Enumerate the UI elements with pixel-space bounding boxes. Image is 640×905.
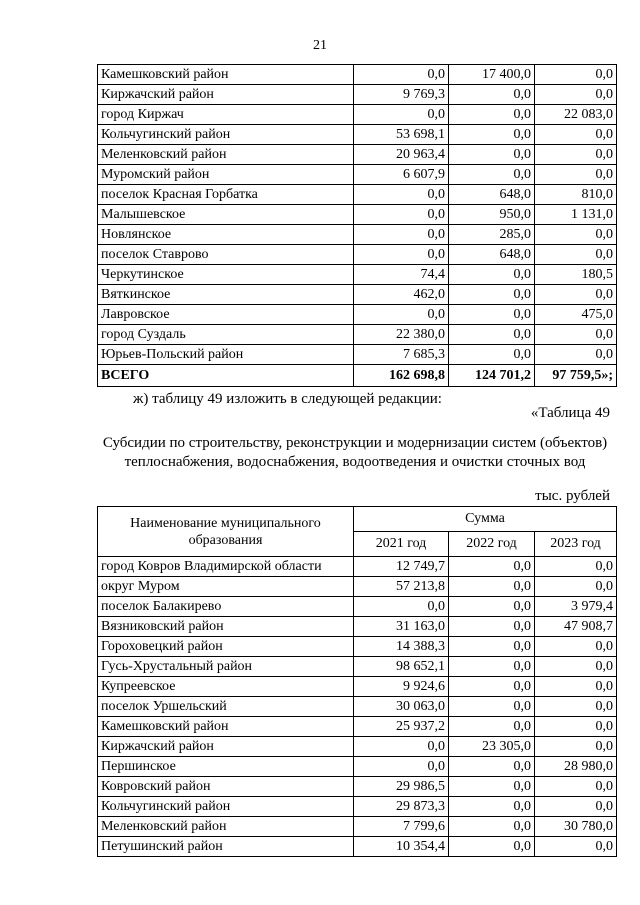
amount-cell: 0,0 (535, 797, 617, 817)
table-row (98, 105, 617, 125)
amount-cell: 285,0 (449, 225, 535, 245)
municipality-cell: Малышевское (98, 205, 354, 225)
table-row (98, 557, 617, 577)
amount-cell: 0,0 (449, 265, 535, 285)
table-row (98, 345, 617, 365)
amount-cell: 74,4 (354, 265, 449, 285)
amount-cell: 0,0 (535, 657, 617, 677)
table-row (98, 145, 617, 165)
amount-cell: 0,0 (535, 737, 617, 757)
amount-cell: 0,0 (535, 637, 617, 657)
table-row (98, 325, 617, 345)
amount-cell: 0,0 (449, 617, 535, 637)
amount-cell: 98 652,1 (354, 657, 449, 677)
table-row (98, 225, 617, 245)
table-row (98, 245, 617, 265)
amount-cell: 0,0 (354, 65, 449, 85)
table1-body (98, 65, 617, 387)
municipality-cell: Новлянское (98, 225, 354, 245)
units-label: тыс. рублей (535, 488, 610, 504)
table-row (98, 125, 617, 145)
amendment-instruction: ж) таблицу 49 изложить в следующей редакции: (133, 391, 442, 407)
amount-cell: 0,0 (449, 837, 535, 857)
municipality-cell: Петушинский район (98, 837, 354, 857)
amount-cell: 0,0 (354, 737, 449, 757)
amount-cell: 0,0 (535, 697, 617, 717)
table-row (98, 797, 617, 817)
amount-cell: 23 305,0 (449, 737, 535, 757)
header-year-2022: 2022 год (449, 532, 535, 557)
amount-cell: 0,0 (449, 677, 535, 697)
amount-cell: 0,0 (354, 757, 449, 777)
amount-cell: 0,0 (535, 285, 617, 305)
amount-cell: 0,0 (535, 325, 617, 345)
municipality-cell: округ Муром (98, 577, 354, 597)
amount-cell: 0,0 (449, 777, 535, 797)
municipality-cell: поселок Балакирево (98, 597, 354, 617)
amount-cell: 0,0 (535, 557, 617, 577)
amount-cell: 9 769,3 (354, 85, 449, 105)
amount-cell: 0,0 (354, 205, 449, 225)
amount-cell: 0,0 (354, 305, 449, 325)
table-row (98, 85, 617, 105)
table-row (98, 717, 617, 737)
table-row (98, 265, 617, 285)
municipality-cell: город Суздаль (98, 325, 354, 345)
amount-cell: 648,0 (449, 245, 535, 265)
table-row (98, 577, 617, 597)
amount-cell: 22 083,0 (535, 105, 617, 125)
amount-cell: 0,0 (449, 757, 535, 777)
table-caption-line-2: теплоснабжения, водоснабжения, водоотведения и очистки сточных вод (124, 454, 586, 470)
amount-cell: 0,0 (535, 837, 617, 857)
municipality-cell: Першинское (98, 757, 354, 777)
amount-cell: 47 908,7 (535, 617, 617, 637)
amount-cell: 0,0 (535, 145, 617, 165)
header-year-2023: 2023 год (535, 532, 617, 557)
header-municipality: Наименование муниципального образования (98, 507, 354, 557)
table-number: «Таблица 49 (530, 405, 610, 421)
municipality-cell: Ковровский район (98, 777, 354, 797)
table-row (98, 65, 617, 85)
table-row (98, 837, 617, 857)
amount-cell: 9 924,6 (354, 677, 449, 697)
amount-cell: 0,0 (449, 285, 535, 305)
table-row (98, 677, 617, 697)
municipality-cell: Меленковский район (98, 817, 354, 837)
municipality-cell: Лавровское (98, 305, 354, 325)
amount-cell: 53 698,1 (354, 125, 449, 145)
amount-cell: 6 607,9 (354, 165, 449, 185)
amount-cell: 0,0 (449, 125, 535, 145)
amount-cell: 0,0 (449, 325, 535, 345)
amount-cell: 0,0 (449, 145, 535, 165)
table-row (98, 597, 617, 617)
table-row (98, 305, 617, 325)
amount-cell: 7 685,3 (354, 345, 449, 365)
amount-cell: 0,0 (535, 245, 617, 265)
table-caption-line-1: Субсидии по строительству, реконструкции и модернизации систем (объектов) (102, 435, 608, 451)
subsidy-table-49 (97, 506, 617, 857)
amount-cell: 0,0 (449, 305, 535, 325)
amount-cell: 0,0 (354, 245, 449, 265)
amount-cell: 0,0 (354, 185, 449, 205)
amount-cell: 0,0 (449, 697, 535, 717)
table-row (98, 817, 617, 837)
amount-cell: 475,0 (535, 305, 617, 325)
amount-cell: 57 213,8 (354, 577, 449, 597)
amount-cell: 648,0 (449, 185, 535, 205)
amount-cell: 180,5 (535, 265, 617, 285)
amount-cell: 0,0 (535, 125, 617, 145)
header-sum: Сумма (354, 507, 617, 532)
amount-cell: 29 986,5 (354, 777, 449, 797)
amount-cell: 0,0 (449, 165, 535, 185)
amount-cell: 28 980,0 (535, 757, 617, 777)
amount-cell: 0,0 (535, 65, 617, 85)
amount-cell: 810,0 (535, 185, 617, 205)
municipality-cell: Вяткинское (98, 285, 354, 305)
amount-cell: 0,0 (354, 105, 449, 125)
municipality-cell: Меленковский район (98, 145, 354, 165)
amount-cell: 30 780,0 (535, 817, 617, 837)
amount-cell: 1 131,0 (535, 205, 617, 225)
table-row (98, 285, 617, 305)
municipality-cell: Гороховецкий район (98, 637, 354, 657)
page-number: 21 (313, 38, 327, 53)
subsidy-table-continued (97, 64, 617, 387)
amount-cell: 0,0 (354, 225, 449, 245)
municipality-cell: город Киржач (98, 105, 354, 125)
municipality-cell: Кольчугинский район (98, 797, 354, 817)
amount-cell: 0,0 (535, 345, 617, 365)
municipality-cell: Камешковский район (98, 65, 354, 85)
amount-cell: 3 979,4 (535, 597, 617, 617)
total-amount: 162 698,8 (354, 365, 449, 387)
amount-cell: 10 354,4 (354, 837, 449, 857)
table-row (98, 617, 617, 637)
total-amount: 97 759,5»; (535, 365, 617, 387)
table2-header (98, 507, 617, 557)
municipality-cell: Купреевское (98, 677, 354, 697)
municipality-cell: поселок Красная Горбатка (98, 185, 354, 205)
amount-cell: 0,0 (449, 557, 535, 577)
amount-cell: 0,0 (449, 85, 535, 105)
amount-cell: 0,0 (535, 677, 617, 697)
amount-cell: 22 380,0 (354, 325, 449, 345)
amount-cell: 17 400,0 (449, 65, 535, 85)
table-row (98, 205, 617, 225)
table2-body (98, 557, 617, 857)
table-row (98, 757, 617, 777)
amount-cell: 0,0 (535, 225, 617, 245)
amount-cell: 14 388,3 (354, 637, 449, 657)
municipality-cell: Киржачский район (98, 85, 354, 105)
table-row (98, 777, 617, 797)
amount-cell: 0,0 (535, 577, 617, 597)
municipality-cell: город Ковров Владимирской области (98, 557, 354, 577)
municipality-cell: Киржачский район (98, 737, 354, 757)
table-row (98, 637, 617, 657)
municipality-cell: Вязниковский район (98, 617, 354, 637)
amount-cell: 0,0 (449, 637, 535, 657)
municipality-cell: поселок Ставрово (98, 245, 354, 265)
amount-cell: 0,0 (449, 717, 535, 737)
amount-cell: 0,0 (449, 577, 535, 597)
table-row (98, 185, 617, 205)
table-row (98, 165, 617, 185)
amount-cell: 950,0 (449, 205, 535, 225)
amount-cell: 7 799,6 (354, 817, 449, 837)
amount-cell: 12 749,7 (354, 557, 449, 577)
total-label: ВСЕГО (98, 365, 354, 387)
amount-cell: 20 963,4 (354, 145, 449, 165)
municipality-cell: Гусь-Хрустальный район (98, 657, 354, 677)
municipality-cell: Камешковский район (98, 717, 354, 737)
amount-cell: 462,0 (354, 285, 449, 305)
amount-cell: 25 937,2 (354, 717, 449, 737)
amount-cell: 0,0 (535, 717, 617, 737)
amount-cell: 0,0 (535, 85, 617, 105)
amount-cell: 0,0 (354, 597, 449, 617)
municipality-cell: Черкутинское (98, 265, 354, 285)
amount-cell: 0,0 (449, 817, 535, 837)
table-row (98, 737, 617, 757)
header-year-2021: 2021 год (354, 532, 449, 557)
municipality-cell: поселок Уршельский (98, 697, 354, 717)
amount-cell: 0,0 (535, 165, 617, 185)
amount-cell: 29 873,3 (354, 797, 449, 817)
amount-cell: 31 163,0 (354, 617, 449, 637)
amount-cell: 0,0 (449, 105, 535, 125)
amount-cell: 30 063,0 (354, 697, 449, 717)
amount-cell: 0,0 (449, 657, 535, 677)
municipality-cell: Муромский район (98, 165, 354, 185)
amount-cell: 0,0 (449, 797, 535, 817)
total-amount: 124 701,2 (449, 365, 535, 387)
table-row (98, 657, 617, 677)
amount-cell: 0,0 (449, 597, 535, 617)
total-row (98, 365, 617, 387)
amount-cell: 0,0 (449, 345, 535, 365)
amount-cell: 0,0 (535, 777, 617, 797)
municipality-cell: Кольчугинский район (98, 125, 354, 145)
municipality-cell: Юрьев-Польский район (98, 345, 354, 365)
table-row (98, 697, 617, 717)
